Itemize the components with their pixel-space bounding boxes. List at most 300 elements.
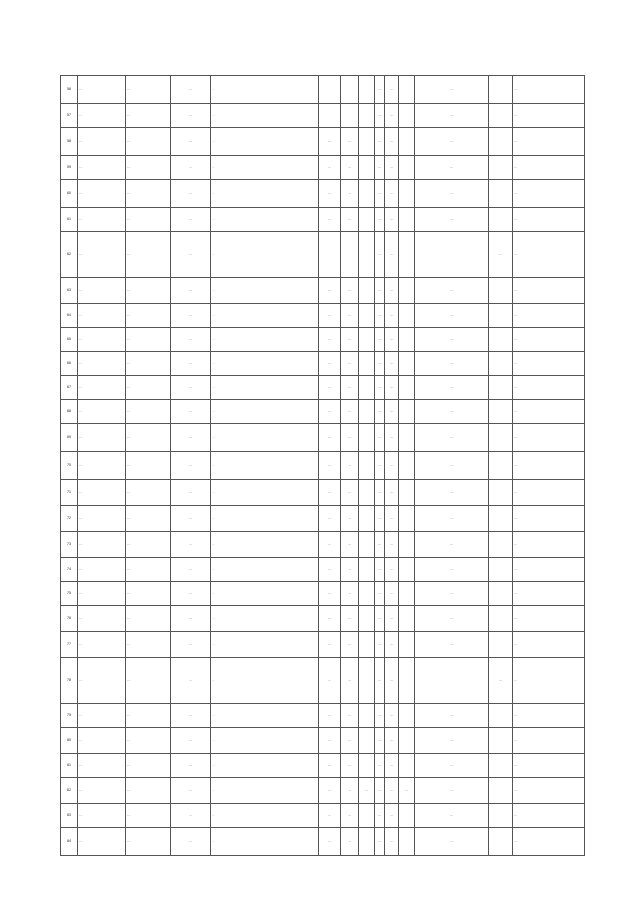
city-cell: … [78,582,126,606]
row-number: 57 [61,104,78,128]
container-volume-cell: … [385,208,399,232]
blank-cell [359,658,375,704]
table-row [61,278,585,304]
map-link-cell[interactable]: … [211,558,319,582]
source-note-cell [489,376,513,400]
owner-cell: … [415,828,489,856]
table-row [61,352,585,376]
container-count-cell: … [375,180,385,208]
waste-source-cell: … [513,506,585,532]
surface-cell: … [319,532,341,558]
street-cell: … [126,754,171,778]
owner-cell: … [415,278,489,304]
map-link-cell[interactable]: … [211,328,319,352]
container-volume-cell: … [385,180,399,208]
table-row [61,304,585,328]
row-number: 61 [61,208,78,232]
note-cell [399,754,415,778]
surface-cell: … [319,400,341,424]
area-cell: … [341,754,359,778]
table-row [61,328,585,352]
registry-table [60,75,585,856]
note-cell: … [399,778,415,804]
blank-cell [359,506,375,532]
waste-source-cell: … [513,304,585,328]
street-cell: … [126,400,171,424]
blank-cell [359,754,375,778]
source-note-cell [489,606,513,632]
map-link-cell[interactable]: … [211,754,319,778]
owner-cell: … [415,532,489,558]
row-number: 79 [61,704,78,728]
table-row [61,704,585,728]
container-count-cell: … [375,632,385,658]
source-note-cell [489,352,513,376]
owner-cell: … [415,754,489,778]
source-note-cell: … [489,232,513,278]
row-number: 62 [61,232,78,278]
source-note-cell [489,582,513,606]
container-volume-cell: … [385,778,399,804]
waste-source-cell: … [513,76,585,104]
table-row [61,632,585,658]
table-row [61,424,585,452]
waste-source-cell: … [513,352,585,376]
source-note-cell [489,156,513,180]
note-cell [399,232,415,278]
coordinates-cell: … [171,328,211,352]
blank-cell [359,704,375,728]
coordinates-cell: … [171,728,211,754]
city-cell: … [78,156,126,180]
blank-cell [359,558,375,582]
owner-cell: … [415,804,489,828]
row-number: 80 [61,728,78,754]
waste-source-cell: … [513,558,585,582]
owner-cell: … [415,304,489,328]
coordinates-cell: … [171,480,211,506]
street-cell: … [126,304,171,328]
map-link-cell[interactable]: … [211,632,319,658]
surface-cell: … [319,424,341,452]
city-cell: … [78,180,126,208]
note-cell [399,376,415,400]
row-number: 69 [61,424,78,452]
waste-source-cell: … [513,278,585,304]
surface-cell [319,232,341,278]
note-cell [399,480,415,506]
waste-source-cell: … [513,828,585,856]
owner-cell: … [415,328,489,352]
area-cell: … [341,452,359,480]
source-note-cell [489,400,513,424]
blank-cell [359,328,375,352]
container-volume-cell: … [385,232,399,278]
owner-cell: … [415,76,489,104]
map-link-cell[interactable]: … [211,452,319,480]
row-number: 71 [61,480,78,506]
container-volume-cell: … [385,328,399,352]
owner-cell: … [415,506,489,532]
map-link-cell[interactable]: … [211,232,319,278]
row-number: 72 [61,506,78,532]
city-cell: … [78,76,126,104]
coordinates-cell: … [171,424,211,452]
blank-cell [359,128,375,156]
blank-cell [359,376,375,400]
source-note-cell [489,480,513,506]
owner-cell: … [415,376,489,400]
container-count-cell: … [375,208,385,232]
container-count-cell: … [375,76,385,104]
map-link-cell[interactable]: … [211,400,319,424]
blank-cell [359,452,375,480]
street-cell: … [126,558,171,582]
surface-cell: … [319,480,341,506]
area-cell: … [341,424,359,452]
map-link-cell[interactable]: … [211,208,319,232]
area-cell [341,232,359,278]
container-count-cell: … [375,278,385,304]
container-volume-cell: … [385,424,399,452]
city-cell: … [78,208,126,232]
waste-source-cell: … [513,156,585,180]
street-cell: … [126,376,171,400]
street-cell: … [126,352,171,376]
map-link-cell[interactable]: … [211,128,319,156]
row-number: 73 [61,532,78,558]
coordinates-cell: … [171,452,211,480]
map-link-cell[interactable]: … [211,352,319,376]
blank-cell [359,532,375,558]
street-cell: … [126,208,171,232]
source-note-cell [489,128,513,156]
note-cell [399,704,415,728]
source-note-cell [489,632,513,658]
map-link-cell[interactable]: … [211,278,319,304]
container-volume-cell: … [385,754,399,778]
street-cell: … [126,658,171,704]
source-note-cell [489,754,513,778]
container-volume-cell: … [385,632,399,658]
table-row [61,728,585,754]
owner-cell: … [415,558,489,582]
waste-source-cell: … [513,658,585,704]
coordinates-cell: … [171,400,211,424]
coordinates-cell: … [171,704,211,728]
owner-cell: … [415,704,489,728]
container-volume-cell: … [385,278,399,304]
blank-cell [359,480,375,506]
row-number: 77 [61,632,78,658]
coordinates-cell: … [171,278,211,304]
container-count-cell: … [375,804,385,828]
row-number: 83 [61,804,78,828]
map-link-cell[interactable]: … [211,532,319,558]
surface-cell: … [319,506,341,532]
coordinates-cell: … [171,658,211,704]
source-note-cell [489,506,513,532]
blank-cell [359,180,375,208]
street-cell: … [126,480,171,506]
street-cell: … [126,828,171,856]
blank-cell [359,304,375,328]
waste-source-cell: … [513,632,585,658]
map-link-cell[interactable]: … [211,480,319,506]
map-link-cell[interactable]: … [211,156,319,180]
owner-cell: … [415,452,489,480]
area-cell: … [341,278,359,304]
note-cell [399,728,415,754]
row-number: 81 [61,754,78,778]
table-row [61,532,585,558]
waste-source-cell: … [513,582,585,606]
source-note-cell [489,304,513,328]
waste-source-cell: … [513,104,585,128]
table-row [61,208,585,232]
blank-cell [359,104,375,128]
city-cell: … [78,232,126,278]
row-number: 63 [61,278,78,304]
source-note-cell [489,76,513,104]
city-cell: … [78,804,126,828]
container-count-cell: … [375,828,385,856]
source-note-cell [489,208,513,232]
note-cell [399,582,415,606]
note-cell [399,452,415,480]
registry-table-container [60,75,584,856]
city-cell: … [78,304,126,328]
coordinates-cell: … [171,506,211,532]
blank-cell: … [359,778,375,804]
street-cell: … [126,128,171,156]
surface-cell: … [319,804,341,828]
row-number: 70 [61,452,78,480]
table-row [61,606,585,632]
note-cell [399,156,415,180]
row-number: 56 [61,76,78,104]
owner-cell: … [415,400,489,424]
coordinates-cell: … [171,128,211,156]
container-volume-cell: … [385,506,399,532]
surface-cell: … [319,208,341,232]
table-row [61,400,585,424]
waste-source-cell: … [513,400,585,424]
waste-source-cell: … [513,606,585,632]
map-link-cell[interactable]: … [211,704,319,728]
map-link-cell[interactable]: … [211,606,319,632]
area-cell: … [341,480,359,506]
row-number: 58 [61,128,78,156]
blank-cell [359,606,375,632]
coordinates-cell: … [171,778,211,804]
container-count-cell: … [375,452,385,480]
area-cell: … [341,352,359,376]
container-count-cell: … [375,156,385,180]
note-cell [399,208,415,232]
owner-cell: … [415,104,489,128]
area-cell: … [341,304,359,328]
waste-source-cell: … [513,376,585,400]
container-volume-cell: … [385,352,399,376]
source-note-cell [489,532,513,558]
owner-cell: … [415,424,489,452]
owner-cell: … [415,208,489,232]
container-volume-cell: … [385,804,399,828]
coordinates-cell: … [171,180,211,208]
waste-source-cell: … [513,532,585,558]
waste-source-cell: … [513,704,585,728]
container-count-cell: … [375,128,385,156]
container-volume-cell: … [385,304,399,328]
area-cell: … [341,506,359,532]
city-cell: … [78,352,126,376]
container-count-cell: … [375,754,385,778]
map-link-cell[interactable]: … [211,728,319,754]
note-cell [399,532,415,558]
surface-cell: … [319,376,341,400]
surface-cell: … [319,328,341,352]
table-row [61,582,585,606]
owner-cell: … [415,778,489,804]
waste-source-cell: … [513,424,585,452]
container-volume-cell: … [385,400,399,424]
waste-source-cell: … [513,180,585,208]
container-volume-cell: … [385,156,399,180]
row-number: 84 [61,828,78,856]
city-cell: … [78,532,126,558]
container-volume-cell: … [385,128,399,156]
area-cell: … [341,828,359,856]
container-count-cell: … [375,424,385,452]
street-cell: … [126,452,171,480]
map-link-cell[interactable]: … [211,304,319,328]
map-link-cell[interactable]: … [211,506,319,532]
map-link-cell[interactable]: … [211,376,319,400]
coordinates-cell: … [171,352,211,376]
source-note-cell [489,704,513,728]
map-link-cell[interactable]: … [211,778,319,804]
coordinates-cell: … [171,156,211,180]
area-cell: … [341,128,359,156]
surface-cell: … [319,828,341,856]
city-cell: … [78,400,126,424]
row-number: 64 [61,304,78,328]
row-number: 60 [61,180,78,208]
source-note-cell [489,424,513,452]
owner-cell: … [415,480,489,506]
blank-cell [359,156,375,180]
map-link-cell[interactable]: … [211,804,319,828]
street-cell: … [126,104,171,128]
owner-cell: … [415,352,489,376]
area-cell: … [341,208,359,232]
waste-source-cell: … [513,804,585,828]
city-cell: … [78,376,126,400]
blank-cell [359,804,375,828]
table-row [61,828,585,856]
city-cell: … [78,506,126,532]
coordinates-cell: … [171,104,211,128]
table-row [61,480,585,506]
table-row [61,376,585,400]
container-count-cell: … [375,232,385,278]
waste-source-cell: … [513,232,585,278]
street-cell: … [126,704,171,728]
blank-cell [359,828,375,856]
blank-cell [359,582,375,606]
area-cell: … [341,704,359,728]
map-link-cell[interactable]: … [211,658,319,704]
row-number: 82 [61,778,78,804]
table-row [61,558,585,582]
note-cell [399,632,415,658]
city-cell: … [78,632,126,658]
container-count-cell: … [375,728,385,754]
blank-cell [359,278,375,304]
map-link-cell[interactable]: … [211,828,319,856]
map-link-cell[interactable]: … [211,180,319,208]
table-row [61,506,585,532]
surface-cell: … [319,180,341,208]
street-cell: … [126,278,171,304]
owner-cell: … [415,128,489,156]
coordinates-cell: … [171,804,211,828]
note-cell [399,278,415,304]
note-cell [399,828,415,856]
container-count-cell: … [375,558,385,582]
area-cell: … [341,532,359,558]
area-cell: … [341,376,359,400]
coordinates-cell: … [171,828,211,856]
note-cell [399,606,415,632]
container-count-cell: … [375,328,385,352]
map-link-cell[interactable]: … [211,582,319,606]
surface-cell: … [319,754,341,778]
container-count-cell: … [375,400,385,424]
waste-source-cell: … [513,778,585,804]
row-number: 67 [61,376,78,400]
surface-cell: … [319,352,341,376]
map-link-cell[interactable]: … [211,104,319,128]
note-cell [399,104,415,128]
container-volume-cell: … [385,104,399,128]
note-cell [399,506,415,532]
blank-cell [359,728,375,754]
container-count-cell: … [375,376,385,400]
container-count-cell: … [375,658,385,704]
street-cell: … [126,606,171,632]
map-link-cell[interactable]: … [211,424,319,452]
source-note-cell [489,828,513,856]
city-cell: … [78,754,126,778]
map-link-cell[interactable]: … [211,76,319,104]
container-volume-cell: … [385,76,399,104]
table-row [61,754,585,778]
row-number: 78 [61,658,78,704]
container-volume-cell: … [385,582,399,606]
coordinates-cell: … [171,558,211,582]
surface-cell: … [319,632,341,658]
area-cell: … [341,328,359,352]
blank-cell [359,232,375,278]
container-count-cell: … [375,352,385,376]
note-cell [399,658,415,704]
row-number: 65 [61,328,78,352]
source-note-cell [489,328,513,352]
table-row [61,804,585,828]
source-note-cell [489,180,513,208]
